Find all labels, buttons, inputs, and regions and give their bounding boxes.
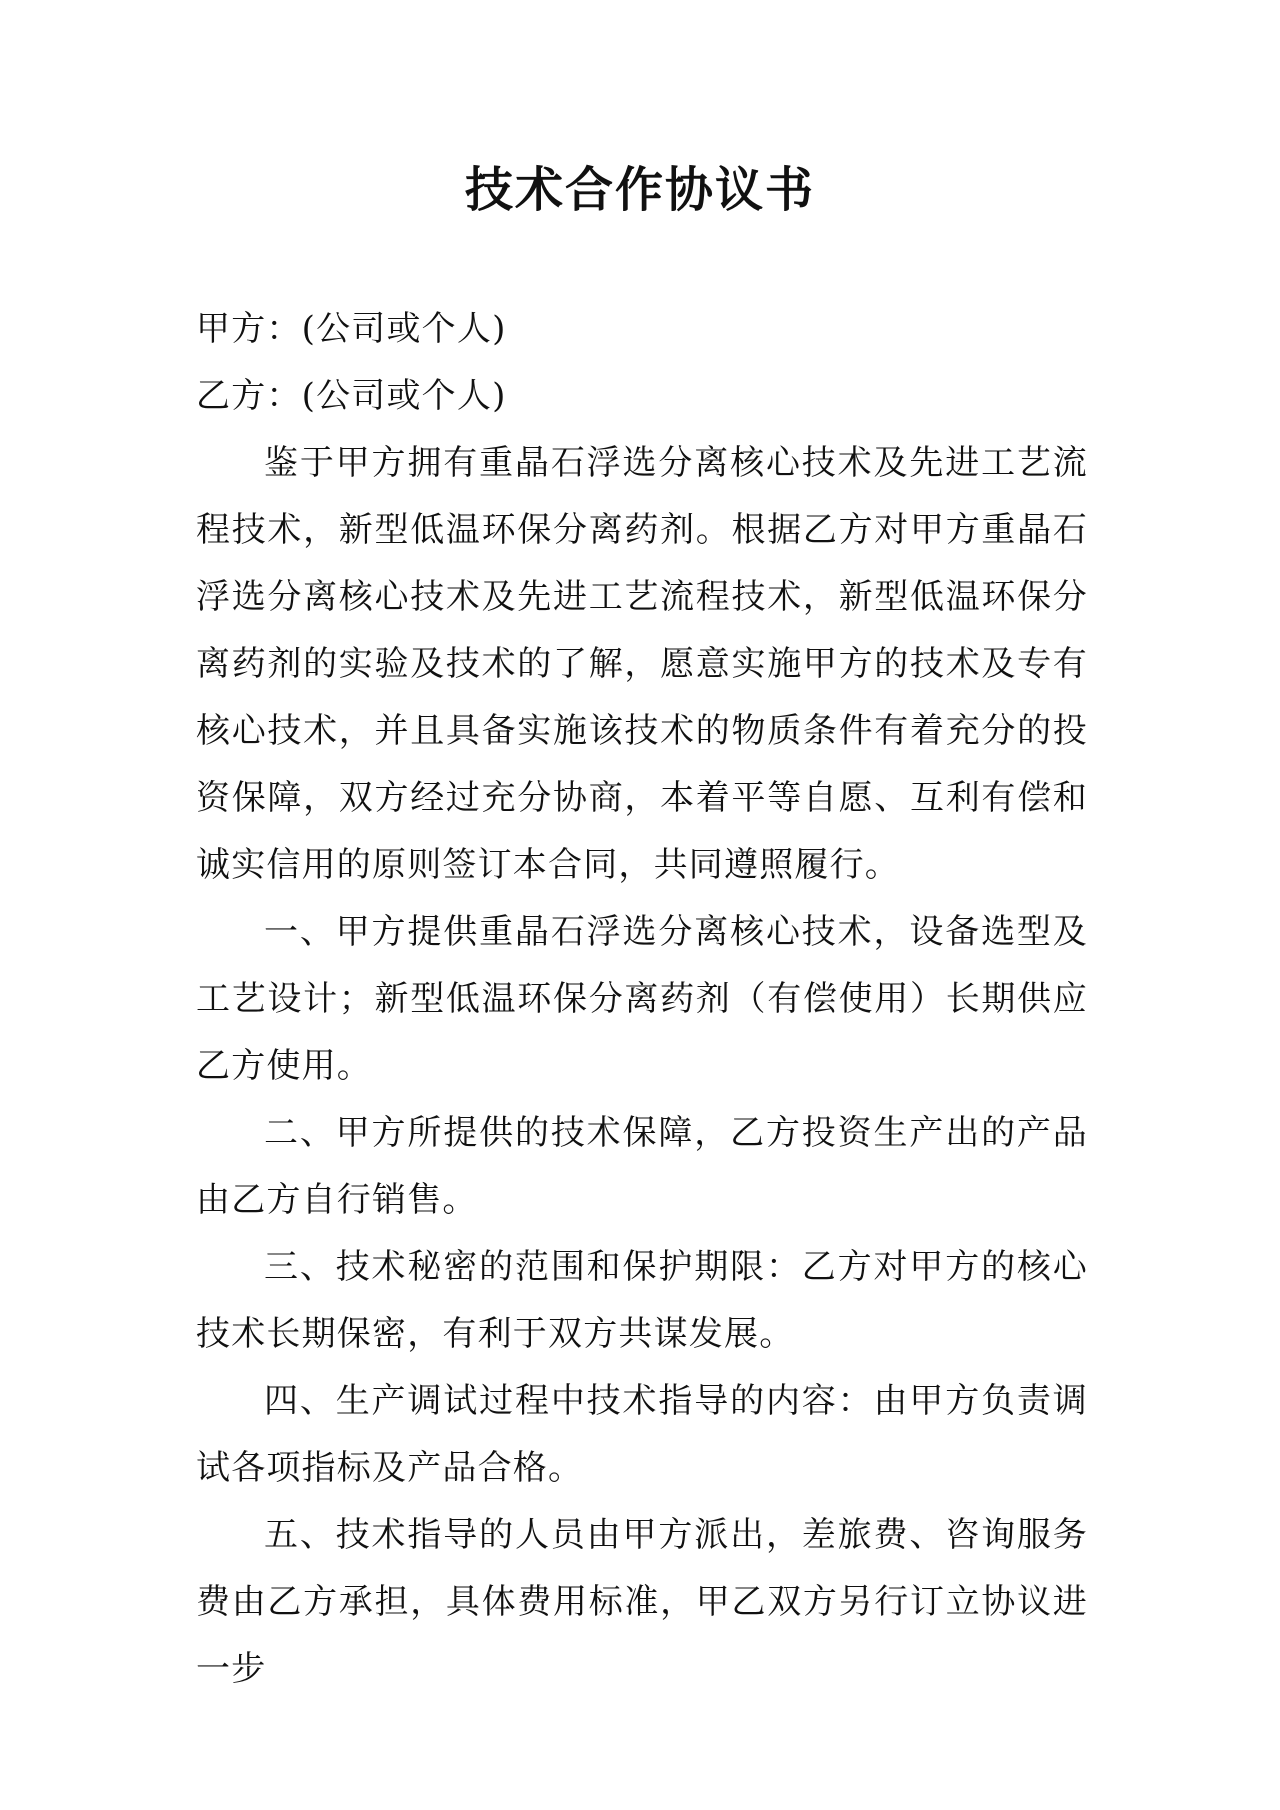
- clause-1: 一、甲方提供重晶石浮选分离核心技术，设备选型及工艺设计；新型低温环保分离药剂（有偿使用）长期供应乙方使用。: [196, 912, 1088, 1086]
- document-title: 技术合作协议书: [464, 162, 815, 218]
- party-a-line: 甲方：(公司或个人): [196, 309, 507, 349]
- clause-5: 五、技术指导的人员由甲方派出，差旅费、咨询服务费由乙方承担，具体费用标准，甲乙双方另行订立协议进一步: [196, 1515, 1088, 1689]
- clause-4: 四、生产调试过程中技术指导的内容：由甲方负责调试各项指标及产品合格。: [196, 1381, 1088, 1488]
- document-body: [196, 296, 1088, 1703]
- party-b-line: 乙方：(公司或个人): [196, 376, 507, 416]
- clause-3: 三、技术秘密的范围和保护期限：乙方对甲方的核心技术长期保密，有利于双方共谋发展。: [196, 1247, 1088, 1354]
- preamble-paragraph: 鉴于甲方拥有重晶石浮选分离核心技术及先进工艺流程技术，新型低温环保分离药剂。根据乙方对甲方重晶石浮选分离核心技术及先进工艺流程技术，新型低温环保分离药剂的实验及技术的了解，愿意实施甲方的技术及专有核心技术，并且具备实施该技术的物质条件有着充分的投资保障，双方经过充分协商，本着平等自愿、互利有偿和诚实信用的原则签订本合同，共同遵照履行。: [196, 443, 1088, 885]
- clause-2: 二、甲方所提供的技术保障，乙方投资生产出的产品由乙方自行销售。: [196, 1113, 1088, 1220]
